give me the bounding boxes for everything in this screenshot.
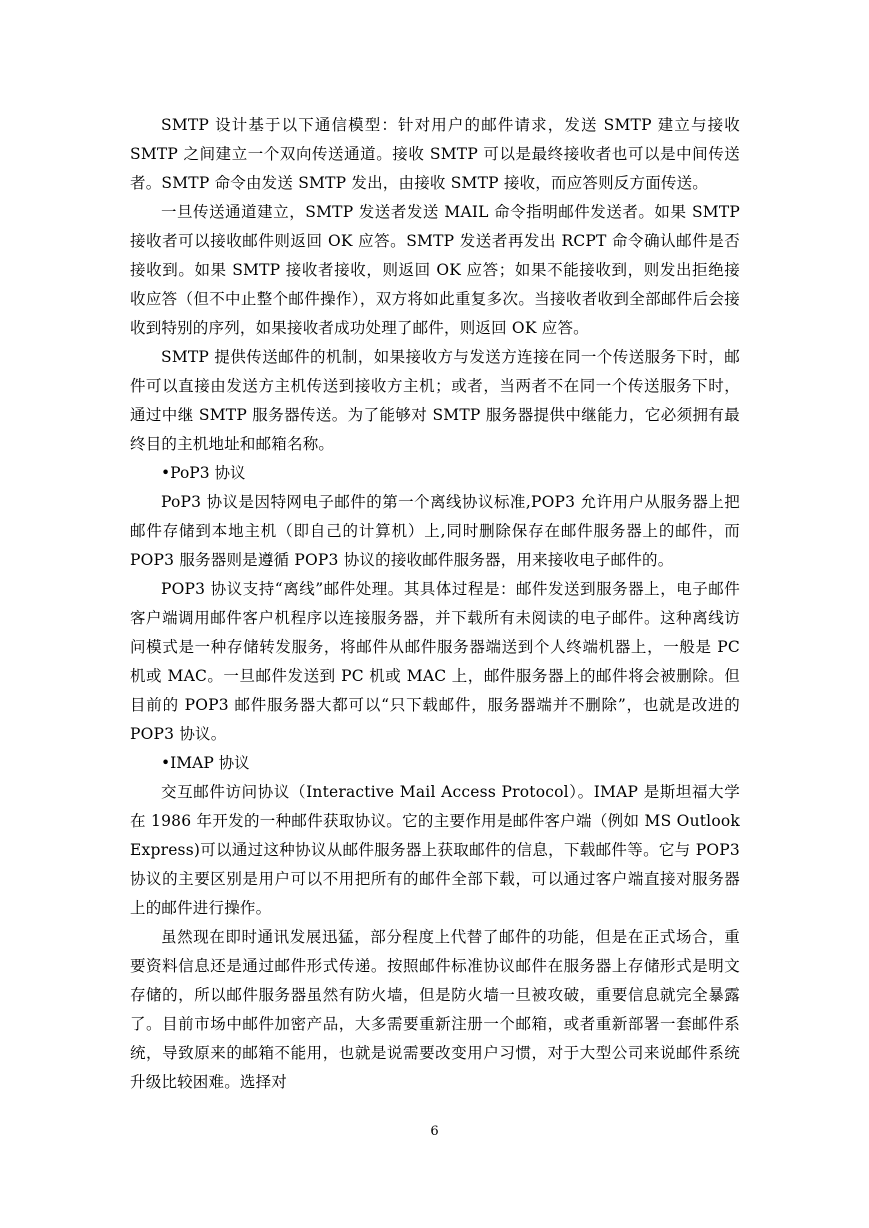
heading-imap: •IMAP 协议 <box>161 754 250 772</box>
paragraph-smtp-model: SMTP 设计基于以下通信模型：针对用户的邮件请求，发送 SMTP 建立与接收 SMTP 之间建立一个双向传送通道。接收 SMTP 可以是最终接收者也可以是中间传送者。SMTP 命令由发送 SMTP 发出，由接收 SMTP 接收，而应答则反方面传送。 <box>130 116 740 192</box>
page-number: 6 <box>430 1124 439 1139</box>
body-text <box>130 111 740 1097</box>
paragraph-imap-intro: 交互邮件访问协议（Interactive Mail Access Protocol）。IMAP 是斯坦福大学在 1986 年开发的一种邮件获取协议。它的主要作用是邮件客户端（例如 MS Outlook Express)可以通过这种协议从邮件服务器上获取邮件的信息，下载邮件等。它与 POP3 协议的主要区别是用户可以不用把所有的邮件全部下载，可以通过客户端直接对服务器上的邮件进行操作。 <box>130 783 740 917</box>
paragraph-pop3-intro: PoP3 协议是因特网电子邮件的第一个离线协议标准,POP3 允许用户从服务器上把邮件存储到本地主机（即自己的计算机）上,同时删除保存在邮件服务器上的邮件，而 POP3 服务器则是遵循 POP3 协议的接收邮件服务器，用来接收电子邮件的。 <box>130 493 740 569</box>
paragraph-smtp-procedure: 一旦传送通道建立，SMTP 发送者发送 MAIL 命令指明邮件发送者。如果 SMTP 接收者可以接收邮件则返回 OK 应答。SMTP 发送者再发出 RCPT 命令确认邮件是否接收到。如果 SMTP 接收者接收，则返回 OK 应答；如果不能接收到，则发出拒绝接收应答（但不中止整个邮件操作），双方将如此重复多次。当接收者收到全部邮件后会接收到特别的序列，如果接收者成功处理了邮件，则返回 OK 应答。 <box>130 203 740 337</box>
heading-pop3: •PoP3 协议 <box>161 464 246 482</box>
paragraph-pop3-offline: POP3 协议支持“离线”邮件处理。其具体过程是：邮件发送到服务器上，电子邮件客户端调用邮件客户机程序以连接服务器，并下载所有未阅读的电子邮件。这种离线访问模式是一种存储转发服务，将邮件从邮件服务器端送到个人终端机器上，一般是 PC 机或 MAC。一旦邮件发送到 PC 机或 MAC 上，邮件服务器上的邮件将会被删除。但目前的 POP3 邮件服务器大都可以“只下载邮件，服务器端并不删除”，也就是改进的 POP3 协议。 <box>130 580 740 743</box>
paragraph-mail-security: 虽然现在即时通讯发展迅猛，部分程度上代替了邮件的功能，但是在正式场合，重要资料信息还是通过邮件形式传递。按照邮件标准协议邮件在服务器上存储形式是明文存储的，所以邮件服务器虽然有防火墙，但是防火墙一旦被攻破，重要信息就完全暴露了。目前市场中邮件加密产品，大多需要重新注册一个邮箱，或者重新部署一套邮件系统，导致原来的邮箱不能用，也就是说需要改变用户习惯，对于大型公司来说邮件系统升级比较困难。选择对 <box>130 928 740 1091</box>
paragraph-smtp-relay: SMTP 提供传送邮件的机制，如果接收方与发送方连接在同一个传送服务下时，邮件可以直接由发送方主机传送到接收方主机；或者，当两者不在同一个传送服务下时，通过中继 SMTP 服务器传送。为了能够对 SMTP 服务器提供中继能力，它必须拥有最终目的主机地址和邮箱名称。 <box>130 348 740 453</box>
